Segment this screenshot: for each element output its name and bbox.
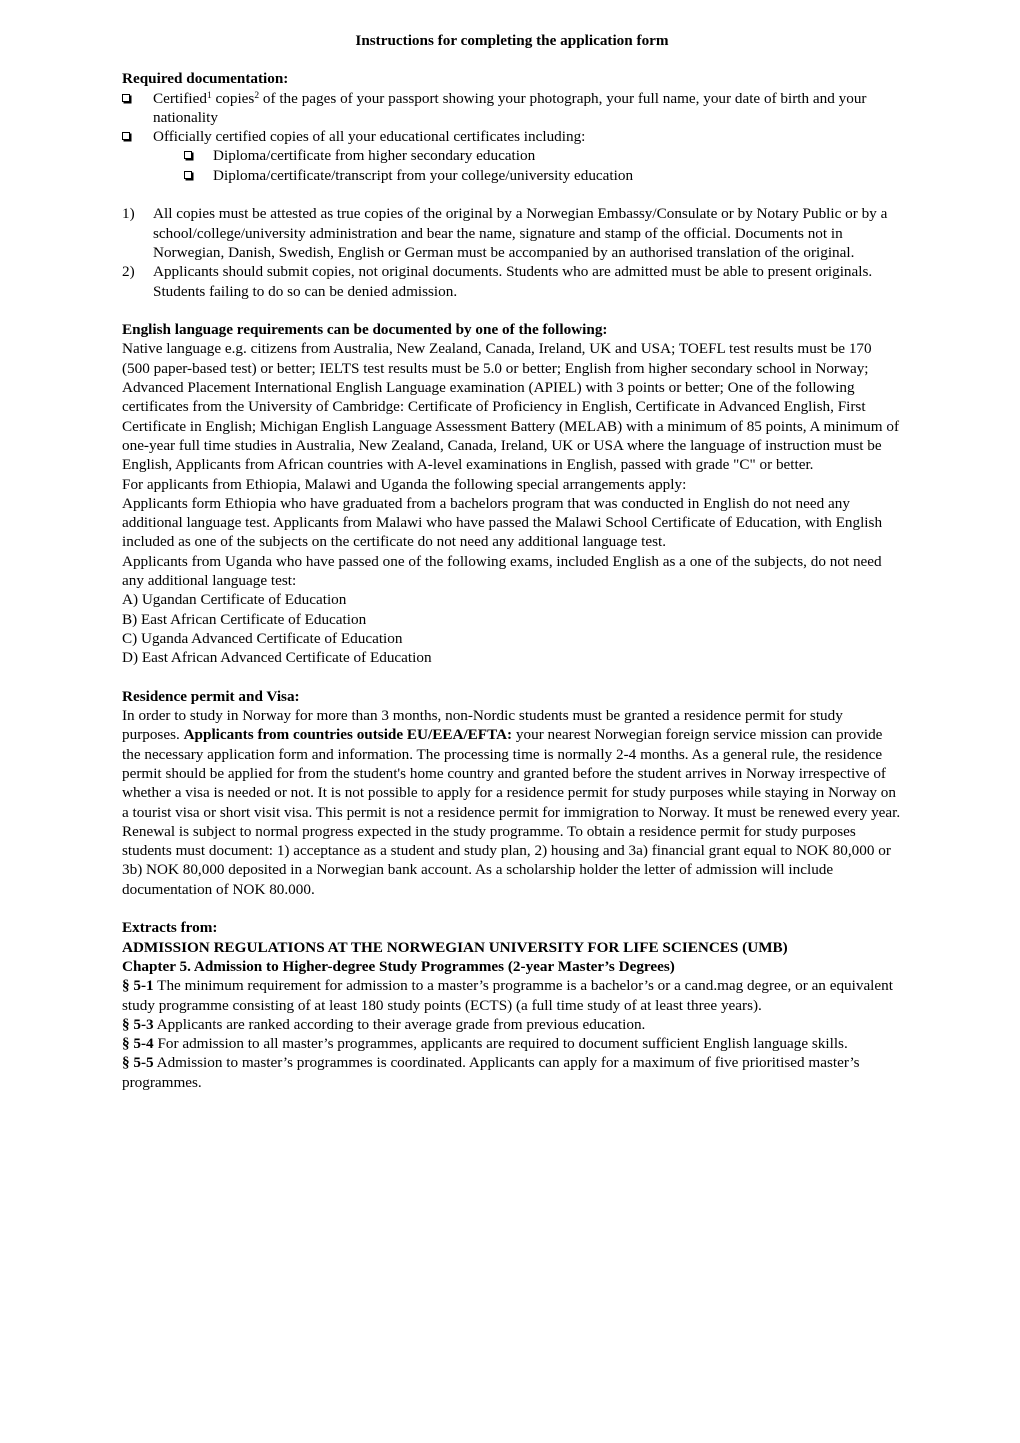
- checkbox-bullet-icon: [122, 132, 130, 140]
- checkbox-bullet-icon: [184, 171, 192, 179]
- footnote-ref-1: 1: [206, 90, 212, 101]
- exam-item-a: A) Ugandan Certificate of Education: [122, 591, 347, 609]
- section-5-4: [122, 1034, 902, 1053]
- section-5-1: [122, 976, 902, 1015]
- section-text: Applicants are ranked according to their average grade from previous education.: [153, 1015, 646, 1033]
- section-id: § 5-5: [122, 1054, 154, 1072]
- section-text: For admission to all master’s programmes, applicants are required to document sufficient English language skills.: [153, 1035, 848, 1053]
- checkbox-bullet-icon: [122, 94, 130, 102]
- checkbox-bullet-icon: [184, 151, 192, 159]
- english-paragraph-4: Applicants from Uganda who have passed one of the following exams, included English as a one of the subjects, do not need any additional language test:: [122, 552, 882, 590]
- section-text: The minimum requirement for admission to a master’s programme is a bachelor’s or a cand.mag degree, or an equivalent study programme consisting of at least 180 study points (ECTS) (a full time study of at least three years).: [122, 977, 893, 1014]
- footnote-ref-2: 2: [254, 90, 260, 101]
- exam-item-d: D) East African Advanced Certificate of Education: [122, 649, 432, 667]
- residence-text-pre: In order to study in Norway for more than 3 months, non-Nordic students must be granted a residence permit for study purposes.: [122, 707, 843, 744]
- subitem-text: Diploma/certificate/transcript from your college/university education: [213, 166, 634, 184]
- regulations-heading: ADMISSION REGULATIONS AT THE NORWEGIAN UNIVERSITY FOR LIFE SCIENCES (UMB): [122, 938, 788, 956]
- residence-text-post: your nearest Norwegian foreign service mission can provide the necessary application form and information. The processing time is normally 2-4 months. As a general rule, the residence permit should be applied for from the student's home country and granted before the student arrives in Norway irrespective of whether a visa is needed or not. It is not possible to apply for a residence permit for study purposes while staying in Norway on a tourist visa or short visit visa. This permit is not a residence permit for immigration to Norway. It must be renewed every year. Renewal is subject to normal progress expected in the study programme. To obtain a residence permit for study purposes students must document: 1) acceptance as a student and study plan, 2) housing and 3a) financial grant equal to NOK 80,000 or 3b) NOK 80,000 deposited in a Norwegian bank account. As a scholarship holder the letter of admission will include documentation of NOK 80.000.: [122, 726, 901, 898]
- extracts-heading: Extracts from:: [122, 919, 218, 937]
- section-id: § 5-3: [122, 1015, 154, 1033]
- note-text: Applicants should submit copies, not original documents. Students who are admitted must be able to present originals. Students failing to do so can be denied admission.: [153, 263, 873, 300]
- note-text: All copies must be attested as true copies of the original by a Norwegian Embassy/Consulate or by Notary Public or by a school/college/university administration and bear the name, signature and stamp of the official. Documents not in Norwegian, Danish, Swedish, English or German must be accompanied by an authorised translation of the original.: [153, 205, 888, 261]
- required-doc-item-passport: [122, 89, 902, 128]
- item-text-post: of the pages of your passport showing your photograph, your full name, your date of birth and your nationality: [153, 89, 867, 126]
- exam-item-b: B) East African Certificate of Education: [122, 610, 367, 628]
- required-doc-subitem-secondary: [122, 146, 902, 165]
- section-5-5: [122, 1053, 902, 1092]
- english-paragraph-1: Native language e.g. citizens from Australia, New Zealand, Canada, Ireland, UK and USA; TOEFL test results must be 170 (500 paper-based test) or better; IELTS test results must be 5.0 or better; English from higher secondary school in Norway; Advanced Placement International English Language examination (APIEL) with 3 points or better; One of the following certificates from the University of Cambridge: Certificate of Proficiency in English, Certificate in Advanced English, First Certificate in English; Michigan English Language Assessment Battery (MELAB) with a minimum of 85 points, A minimum of one-year full time studies in Australia, New Zealand, Canada, Ireland, UK or USA where the language of instruction must be English, Applicants from African countries with A-level examinations in English, passed with grade "C" or better.: [122, 340, 900, 474]
- document-page: [122, 31, 902, 1092]
- section-id: § 5-1: [122, 977, 154, 995]
- section-text: Admission to master’s programmes is coordinated. Applicants can apply for a maximum of five prioritised master’s programmes.: [122, 1054, 860, 1091]
- item-text-pre: Certified: [153, 89, 207, 107]
- note-item-1: [122, 204, 902, 262]
- residence-paragraph: [122, 706, 902, 899]
- item-text: Officially certified copies of all your educational certificates including:: [153, 128, 586, 146]
- item-text-mid: copies: [211, 89, 255, 107]
- note-number: 2): [122, 263, 135, 281]
- residence-text-bold: Applicants from countries outside EU/EEA/EFTA:: [183, 726, 513, 744]
- chapter-heading: Chapter 5. Admission to Higher-degree Study Programmes (2-year Master’s Degrees): [122, 957, 675, 975]
- exam-item-c: C) Uganda Advanced Certificate of Education: [122, 629, 403, 647]
- note-item-2: [122, 262, 902, 301]
- section-5-3: [122, 1015, 902, 1034]
- page-title: Instructions for completing the application form: [355, 32, 669, 49]
- english-paragraph-2: For applicants from Ethiopia, Malawi and Uganda the following special arrangements apply:: [122, 475, 687, 493]
- english-heading: English language requirements can be documented by one of the following:: [122, 321, 608, 339]
- subitem-text: Diploma/certificate from higher secondary education: [213, 147, 536, 165]
- english-paragraph-3: Applicants form Ethiopia who have graduated from a bachelors program that was conducted in English do not need any additional language test. Applicants from Malawi who have passed the Malawi School Certificate of Education, with English included as one of the subjects on the certificate do not need any additional language test.: [122, 494, 883, 551]
- required-doc-item-certificates: [122, 127, 902, 146]
- residence-heading: Residence permit and Visa:: [122, 687, 300, 705]
- required-doc-subitem-university: [122, 166, 902, 185]
- required-docs-heading: Required documentation:: [122, 70, 289, 88]
- note-number: 1): [122, 205, 135, 223]
- section-id: § 5-4: [122, 1035, 154, 1053]
